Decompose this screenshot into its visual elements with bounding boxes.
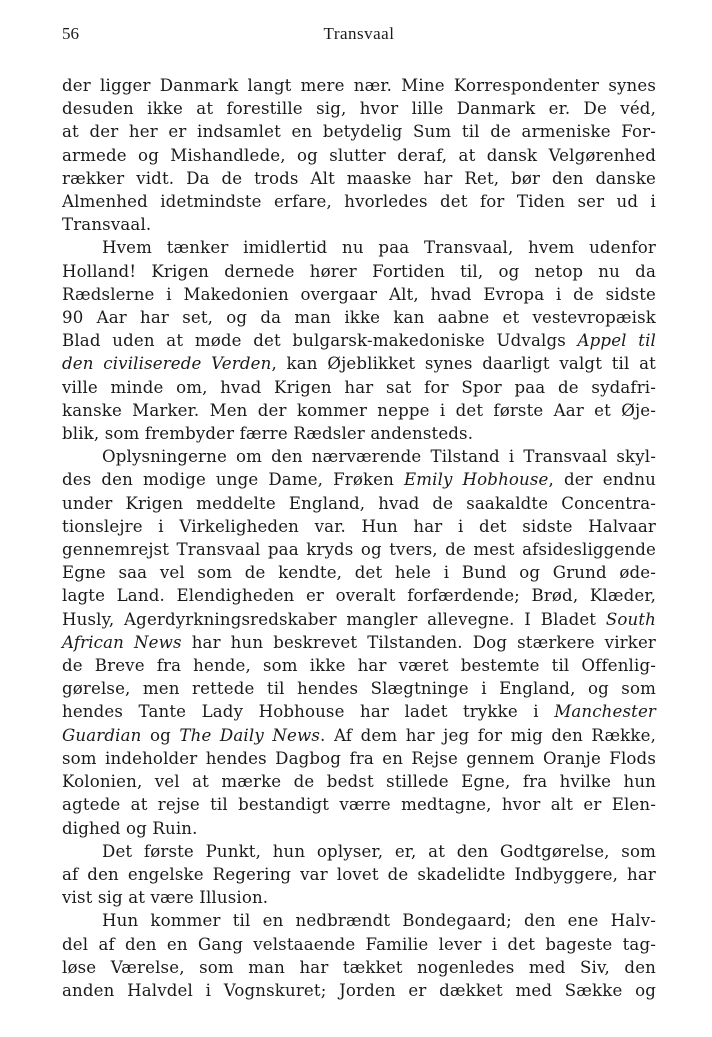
text-run: af den engelske Regering var lovet de skadelidte Indbyggere, har [62,864,656,884]
text-run: desuden ikke at forestille sig, hvor lille Danmark er. De véd, [62,99,656,119]
italic-text: Guardian [62,725,142,745]
text-line [62,608,656,631]
text-run: som indeholder hendes Dagbog fra en Rejse gennem Oranje Flods [62,748,656,768]
text-line [62,283,656,306]
text-run: des den modige unge Dame, Frøken [62,470,404,490]
text-run: Det første Punkt, hun oplyser, er, at den Godtgørelse, som [102,841,656,861]
text-line [62,863,656,886]
body-text [62,74,656,1002]
text-run: og [141,725,180,745]
running-title: Transvaal [323,24,395,43]
text-line [62,97,656,120]
text-line [62,840,656,863]
text-run: gørelse, men rettede til hendes Slægtninge i England, og som [62,679,656,699]
text-run: der ligger Danmark langt mere nær. Mine Korrespondenter synes [62,76,656,95]
text-line [62,747,656,770]
text-line [62,213,656,236]
italic-text: Manchester [554,702,656,722]
text-run: armede og Mishandlede, og slutter deraf, at dansk Velgørenhed [62,145,656,165]
text-run: 90 Aar har set, og da man ikke kan aabne et vestevropæisk [62,308,656,328]
text-run: har hun beskrevet Tilstanden. Dog stærkere virker [181,632,656,652]
text-line [62,445,656,468]
text-line [62,306,656,329]
text-line [62,700,656,723]
italic-text: Emily Hobhouse [403,470,549,490]
text-line [62,654,656,677]
text-line [62,492,656,515]
text-run: lagte Land. Elendigheden er overalt forfærdende; Brød, Klæder, [62,586,656,606]
text-run: agtede at rejse til bestandigt værre medtagne, hvor alt er Elen- [62,795,656,815]
text-line [62,120,656,143]
text-line [62,329,656,352]
text-run: anden Halvdel i Vognskuret; Jorden er dækket med Sække og [62,980,656,1000]
text-run: rækker vidt. Da de trods Alt maaske har Ret, bør den danske [62,168,656,188]
italic-text: The Daily News [179,725,321,745]
text-line [62,167,656,190]
text-line [62,817,656,840]
text-line [62,376,656,399]
text-line [62,677,656,700]
text-run: ville minde om, hvad Krigen har sat for Spor paa de sydafri- [62,377,656,397]
text-run: Transvaal. [62,215,152,235]
text-line [62,468,656,491]
text-line [62,538,656,561]
text-line [62,979,656,1002]
text-line [62,933,656,956]
text-line [62,260,656,283]
text-line [62,144,656,167]
text-line [62,886,656,909]
page-number: 56 [62,24,79,43]
text-run: under Krigen meddelte England, hvad de saakaldte Concentra- [62,493,656,513]
text-line [62,352,656,375]
text-line [62,190,656,213]
text-run: løse Værelse, som man har tækket nogenledes med Siv, den [62,957,656,977]
text-run: Hun kommer til en nedbrændt Bondegaard; den ene Halv- [102,911,656,931]
italic-text: den civiliserede Verden [62,354,272,374]
book-page [62,24,656,1002]
text-line [62,561,656,584]
text-run: kanske Marker. Men der kommer neppe i det første Aar et Øje- [62,400,656,420]
text-run: Kolonien, vel at mærke de bedst stillede Egne, fra hvilke hun [62,772,656,792]
text-run: Husly, Agerdyrkningsredskaber mangler allevegne. I Bladet [62,609,606,629]
text-run: gennemrejst Transvaal paa kryds og tvers, de mest afsidesliggende [62,540,656,560]
text-line [62,793,656,816]
text-line [62,909,656,932]
text-run: blik, som frembyder færre Rædsler andensteds. [62,424,474,444]
text-run: Blad uden at møde det bulgarsk-makedoniske Udvalgs [62,331,578,351]
text-run: de Breve fra hende, som ikke har været bestemte til Offenlig- [62,656,656,676]
text-run: , kan Øjeblikket synes daarligt valgt til at [271,354,656,374]
text-line [62,956,656,979]
text-run: Hvem tænker imidlertid nu paa Transvaal, hvem udenfor [102,238,656,258]
text-line [62,584,656,607]
text-run: dighed og Ruin. [62,818,198,838]
text-run: del af den en Gang velstaaende Familie lever i det bageste tag- [62,934,656,954]
text-line [62,74,656,97]
text-run: Egne saa vel som de kendte, det hele i Bund og Grund øde- [62,563,656,583]
text-line [62,631,656,654]
text-line [62,399,656,422]
text-run: at der her er indsamlet en betydelig Sum til de armeniske For- [62,122,656,142]
text-run: . Af dem har jeg for mig den Række, [320,725,656,745]
text-line [62,422,656,445]
text-run: Holland! Krigen dernede hører Fortiden til, og netop nu da [62,261,656,281]
text-run: Oplysningerne om den nærværende Tilstand i Transvaal skyl- [102,447,656,467]
text-run: vist sig at være Illusion. [62,888,269,908]
italic-text: South [605,609,656,629]
text-run: tionslejre i Virkeligheden var. Hun har i det sidste Halvaar [62,516,656,536]
text-run: Rædslerne i Makedonien overgaar Alt, hvad Evropa i de sidste [62,284,656,304]
text-line [62,515,656,538]
text-run: hendes Tante Lady Hobhouse har ladet trykke i [62,702,555,722]
text-line [62,236,656,259]
text-run: , der endnu [548,470,656,490]
italic-text: Appel til [577,331,657,351]
text-run: Almenhed idetmindste erfare, hvorledes det for Tiden ser ud i [62,192,656,212]
page-header [62,24,656,48]
text-line [62,770,656,793]
text-line [62,724,656,747]
italic-text: African News [62,632,182,652]
